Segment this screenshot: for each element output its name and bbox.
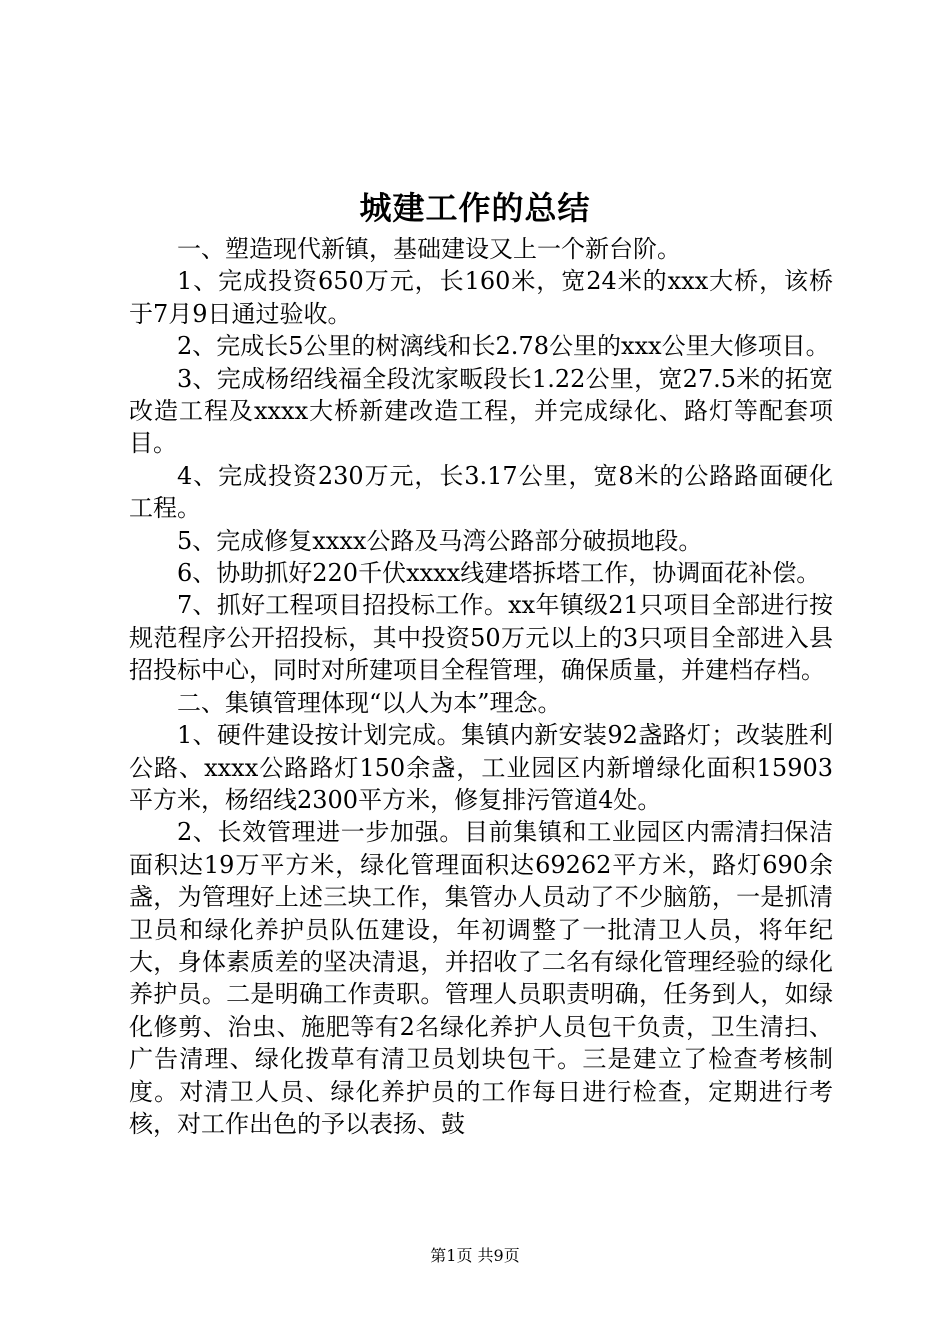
list-item: 2、长效管理进一步加强。目前集镇和工业园区内需清扫保洁面积达19万平方米，绿化管理面积达69262平方米，路灯690余盏，为管理好上述三块工作，集管办人员动了不少脑筋，一是抓清卫员和绿化养护员队伍建设，年初调整了一批清卫人员，将年纪大，身体素质差的坚决清退，并招收了二名有绿化管理经验的绿化养护员。二是明确工作责职。管理人员职责明确，任务到人，如绿化修剪、治虫、施肥等有2名绿化养护人员包干负责，卫生清扫、广告清理、绿化拨草有清卫员划块包干。三是建立了检查考核制度。对清卫人员、绿化养护员的工作每日进行检查，定期进行考核，对工作出色的予以表扬、鼓: [129, 818, 833, 1138]
list-item: 4、完成投资230万元，长3.17公里，宽8米的公路路面硬化工程。: [129, 461, 833, 523]
document-body: [129, 233, 833, 1140]
list-item: 3、完成杨绍线福全段沈家畈段长1.22公里，宽27.5米的拓宽改造工程及xxxx大桥新建改造工程，并完成绿化、路灯等配套项目。: [129, 364, 833, 458]
section-heading-2: 二、集镇管理体现“以人为本”理念。: [177, 688, 562, 717]
section-heading-1: 一、塑造现代新镇，基础建设又上一个新台阶。: [177, 235, 681, 263]
list-item: 1、完成投资650万元，长160米，宽24米的xxx大桥，该桥于7月9日通过验收。: [129, 267, 833, 328]
list-item: 1、硬件建设按计划完成。集镇内新安装92盏路灯；改装胜利公路、xxxx公路路灯150余盏，工业园区内新增绿化面积15903平方米，杨绍线2300平方米，修复排污管道4处。: [129, 721, 833, 814]
page-footer: 第1页 共9页: [430, 1246, 520, 1265]
list-item: 7、抓好工程项目招投标工作。xx年镇级21只项目全部进行按规范程序公开招投标，其中投资50万元以上的3只项目全部进入县招投标中心，同时对所建项目全程管理，确保质量，并建档存档。: [129, 591, 833, 685]
list-item: 2、完成长5公里的树漓线和长2.78公里的xxx公里大修项目。: [177, 332, 830, 361]
list-item: 6、协助抓好220千伏xxxx线建塔拆塔工作，协调面花补偿。: [177, 559, 821, 588]
list-item: 5、完成修复xxxx公路及马湾公路部分破损地段。: [177, 526, 703, 555]
document-title: 城建工作的总结: [359, 189, 591, 227]
